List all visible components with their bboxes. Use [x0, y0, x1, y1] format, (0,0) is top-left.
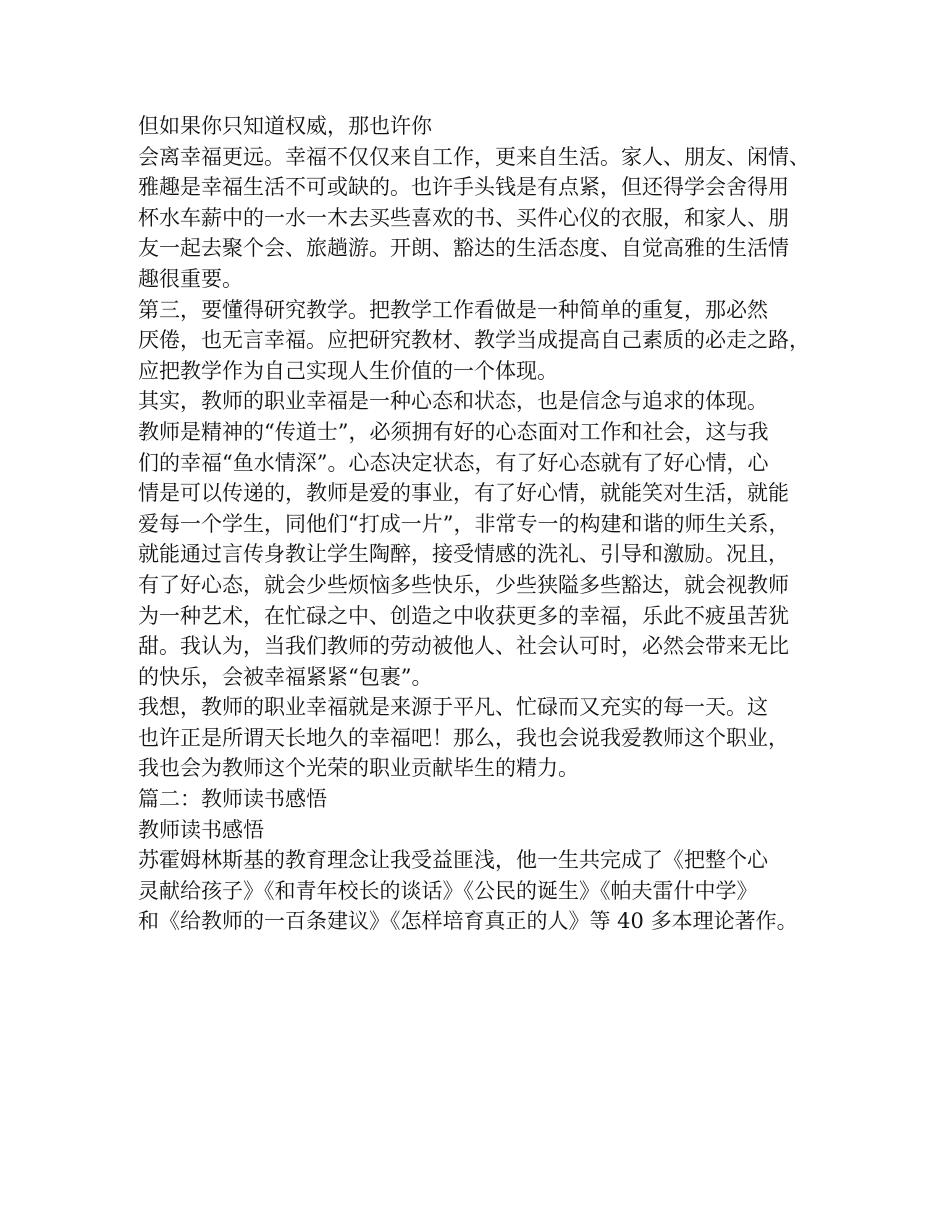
- text-line: 但如果你只知道权威，那也许你: [138, 114, 432, 138]
- text-line: 也许正是所谓天长地久的幸福吧！那么，我也会说我爱教师这个职业，: [138, 725, 789, 750]
- text-line: 的快乐，会被幸福紧紧“包裹”。: [138, 664, 433, 689]
- text-line: 趣很重要。: [138, 266, 243, 291]
- text-line: 友一起去聚个会、旅趟游。开朗、豁达的生活态度、自觉高雅的生活情: [138, 236, 789, 261]
- document-body: [138, 111, 838, 937]
- text-line: 杯水车薪中的一水一木去买些喜欢的书、买件心仪的衣服，和家人、朋: [138, 205, 789, 230]
- text-line: 会离幸福更远。幸福不仅仅来自工作，更来自生活。家人、朋友、闲情、: [138, 144, 810, 169]
- text-line: 我想，教师的职业幸福就是来源于平凡、忙碌而又充实的每一天。这: [138, 695, 768, 720]
- text-line: 苏霍姆林斯基的教育理念让我受益匪浅，他一生共完成了《把整个心: [138, 848, 768, 873]
- text-line: 甜。我认为，当我们教师的劳动被他人、社会认可时，必然会带来无比: [138, 634, 789, 659]
- text-line: 雅趣是幸福生活不可或缺的。也许手头钱是有点紧，但还得学会舍得用: [138, 175, 789, 200]
- text-line: 为一种艺术，在忙碌之中、创造之中收获更多的幸福，乐此不疲虽苦犹: [138, 603, 789, 628]
- text-line: 其实，教师的职业幸福是一种心态和状态，也是信念与追求的体现。: [138, 389, 768, 414]
- text-line: 厌倦，也无言幸福。应把研究教材、教学当成提高自己素质的必走之路，: [138, 328, 810, 353]
- text-line: 爱每一个学生，同他们“打成一片”，非常专一的构建和谐的师生关系，: [138, 511, 790, 536]
- text-line: 和《给教师的一百条建议》《怎样培育真正的人》等 40 多本理论著作。: [138, 909, 798, 934]
- section-heading: 篇二：教师读书感悟: [138, 787, 327, 812]
- text-line: 第三，要懂得研究教学。把教学工作看做是一种简单的重复，那必然: [138, 297, 768, 322]
- text-line: 我也会为教师这个光荣的职业贡献毕生的精力。: [138, 756, 579, 781]
- text-line: 就能通过言传身教让学生陶醉，接受情感的洗礼、引导和激励。况且，: [138, 542, 789, 567]
- text-line: 应把教学作为自己实现人生价值的一个体现。: [138, 358, 558, 383]
- text-line: 灵献给孩子》《和青年校长的谈话》《公民的诞生》《帕夫雷什中学》: [138, 878, 758, 903]
- text-line: 们的幸福“鱼水情深”。心态决定状态，有了好心态就有了好心情，心: [138, 450, 769, 475]
- section-subtitle: 教师读书感悟: [138, 817, 264, 842]
- text-line: 教师是精神的“传道士”，必须拥有好的心态面对工作和社会，这与我: [138, 419, 769, 444]
- text-line: 情是可以传递的，教师是爱的事业，有了好心情，就能笑对生活，就能: [138, 481, 789, 506]
- text-line: 有了好心态，就会少些烦恼多些快乐，少些狭隘多些豁达，就会视教师: [138, 572, 789, 597]
